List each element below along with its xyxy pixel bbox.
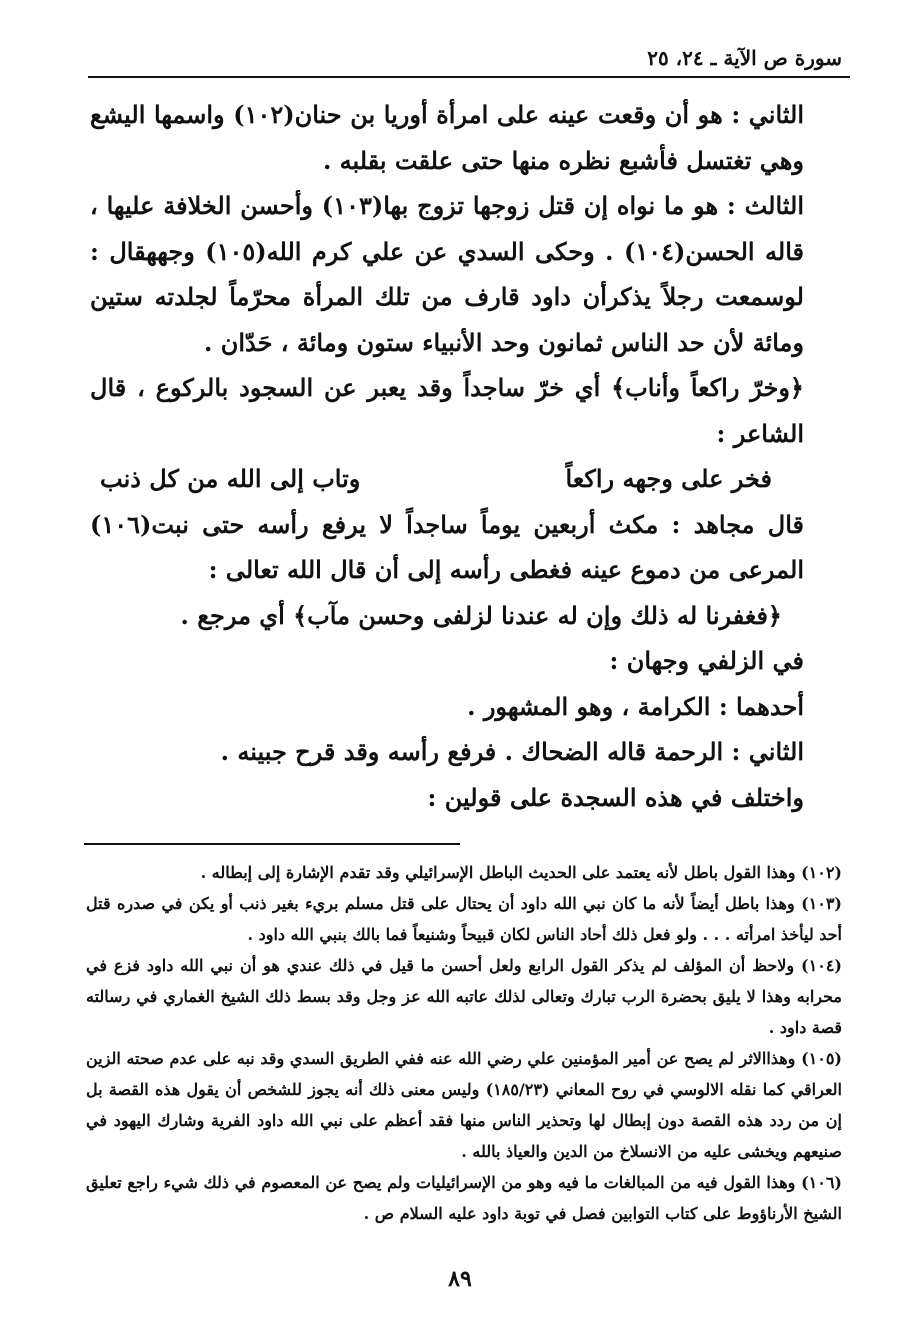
paragraph: قال مجاهد : مكث أربعين يوماً ساجداً لا يرفع رأسه حتى نبت(١٠٦) المرعى من دموع عينه فغطى رأسه إلى أن قال الله تعالى : xyxy=(90,509,804,584)
main-text xyxy=(90,92,842,820)
quran-verse: ﴿فغفرنا له ذلك وإن له عندنا لزلفى وحسن مآب﴾ أي مرجع . xyxy=(180,600,782,630)
running-header: سورة ص الآية ـ ٢٤، ٢٥ xyxy=(647,46,842,70)
paragraph: أحدهما : الكرامة ، وهو المشهور . xyxy=(467,691,804,721)
footnotes xyxy=(86,857,842,1229)
paragraph: الثاني : هو أن وقعت عينه على امرأة أوريا بن حنان(١٠٢) واسمها اليشع وهي تغتسل فأشبع نظره منها حتى علقت بقلبه . xyxy=(90,100,805,175)
paragraph: في الزلفي وجهان : xyxy=(609,646,804,675)
page-number: ٨٩ xyxy=(448,1266,472,1292)
poem-verse xyxy=(90,456,842,502)
footnote-rule xyxy=(84,843,460,845)
footnote-106: (١٠٦) وهذا القول فيه من المبالغات ما فيه وهو من الإسرائيليات ولم يصح عن المعصوم في ذلك شيء راجع تعليق الشيخ الأرناؤوط على كتاب التوابين فصل في توبة داود عليه السلام ص . xyxy=(86,1173,842,1223)
poem-hemistich-right: فخر على وجهه راكعاً xyxy=(565,464,772,493)
paragraph: واختلف في هذه السجدة على قولين : xyxy=(427,782,804,812)
paragraph: الثاني : الرحمة قاله الضحاك . فرفع رأسه وقد قرح جبينه . xyxy=(220,737,804,766)
footnote-102: (١٠٢) وهذا القول باطل لأنه يعتمد على الحديث الباطل الإسرائيلي وقد تقدم الإشارة إلى إبطاله . xyxy=(200,863,842,882)
footnote-103: (١٠٣) وهذا باطل أيضاً لأنه ما كان نبي الله داود أن يحتال على قتل مسلم بريء بغير ذنب أو يكن في صدره قتل أحد ليأخذ امرأته . . . ولو فعل ذلك أحاد الناس لكان قبيحاً وشنيعاً فما بالك بنبي الله داود . xyxy=(86,894,842,944)
header-rule xyxy=(88,76,850,78)
footnote-104: (١٠٤) ولاحظ أن المؤلف لم يذكر القول الرابع ولعل أحسن ما قيل في ذلك عندي هو أن نبي الله داود فزع في محرابه وهذا لا يليق بحضرة الرب تبارك وتعالى لذلك عاتبه الله عز وجل وقد بسط ذلك الشيخ الغماري في رسالته قصة داود . xyxy=(86,956,842,1037)
poem-hemistich-left: وتاب إلى الله من كل ذنب xyxy=(100,464,361,493)
footnote-105: (١٠٥) وهذاالاثر لم يصح عن أمير المؤمنين علي رضي الله عنه ففي الطريق السدي وقد نبه على عدم صحته الزين العراقي كما نقله الالوسي في روح المعاني (١٨٥/٢٣) وليس معنى ذلك أنه يجوز للشخص أن يقول هذه القصة بل إن من ردد هذه القصة دون إبطال لها وتحذير الناس منها فقد أعظم على نبي الله داود الفرية وشارك اليهود في صنيعهم ويخشى عليه من الانسلاخ من الدين والعياذ بالله . xyxy=(86,1049,843,1161)
paragraph: الثالث : هو ما نواه إن قتل زوجها تزوج بها(١٠٣) وأحسن الخلافة عليها ، قاله الحسن(١٠٤) . وحكى السدي عن علي كرم الله(١٠٥) وجههقال : لوسمعت رجلاً يذكرأن داود قارف من تلك المرأة محرّماً لجلدته ستين ومائة لأن حد الناس ثمانون وحد الأنبياء ستون ومائة ، حَدّان . xyxy=(90,191,805,357)
paragraph: ﴿وخرّ راكعاً وأناب﴾ أي خرّ ساجداً وقد يعبر عن السجود بالركوع ، قال الشاعر : xyxy=(90,373,804,448)
